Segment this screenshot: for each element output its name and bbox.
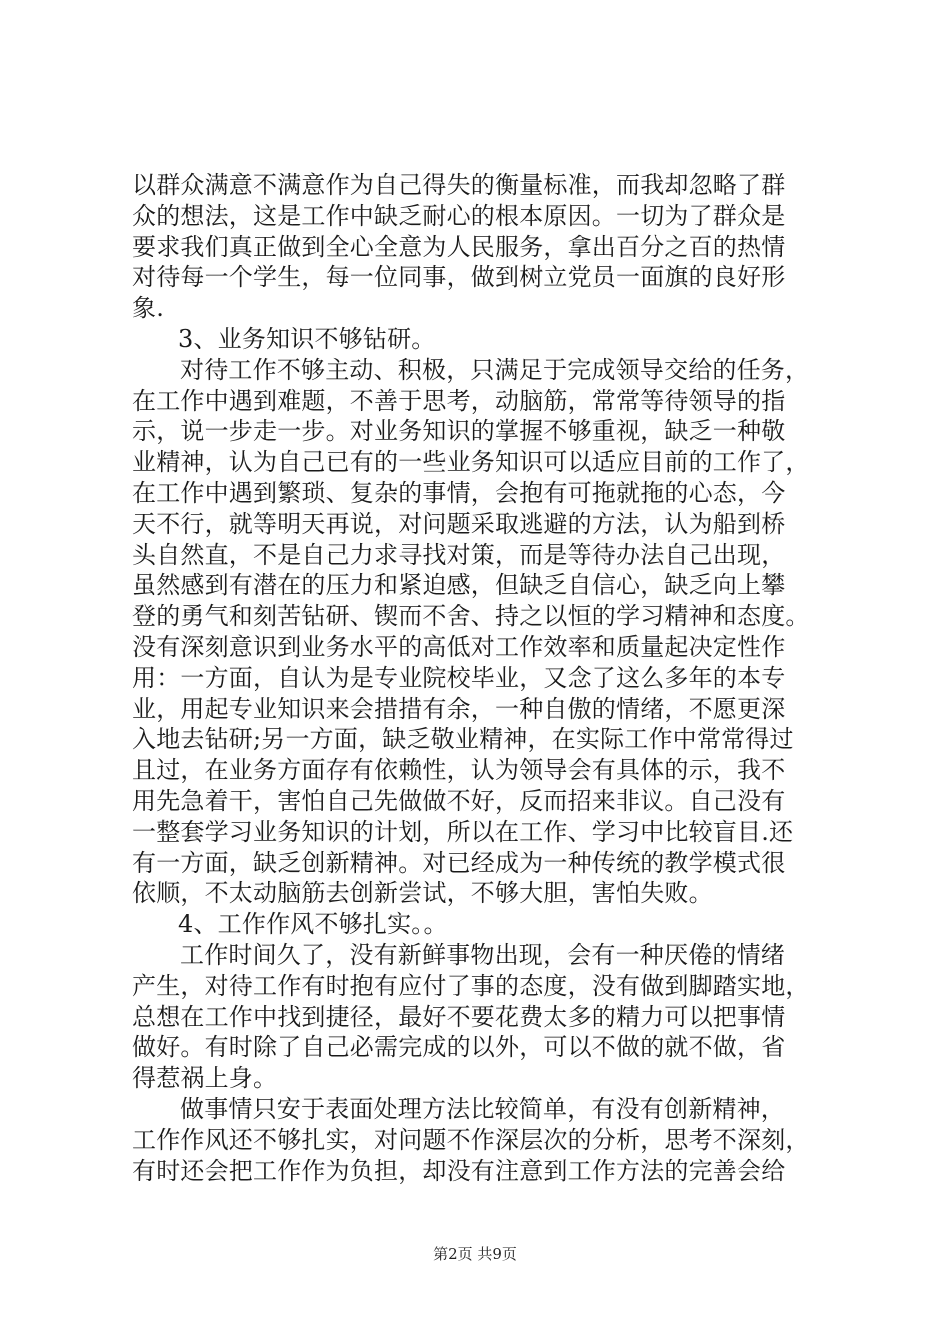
text-line: 入地去钻研;另一方面，缺乏敬业精神，在实际工作中常常得过 <box>132 725 794 754</box>
text-line: 做事情只安于表面处理方法比较简单，有没有创新精神， <box>180 1094 785 1123</box>
text-line: 依顺，不太动脑筋去创新尝试，不够大胆，害怕失败。 <box>132 879 713 908</box>
text-line: 头自然直，不是自己力求寻找对策，而是等待办法自己出现， <box>132 540 786 569</box>
text-line: 要求我们真正做到全心全意为人民服务，拿出百分之百的热情 <box>132 232 786 261</box>
text-line: 有一方面，缺乏创新精神。对已经成为一种传统的教学模式很 <box>132 848 786 877</box>
text-line: 对待每一个学生，每一位同事，做到树立党员一面旗的良好形 <box>132 263 786 292</box>
text-line: 虽然感到有潜在的压力和紧迫感，但缺乏自信心，缺乏向上攀 <box>132 571 786 600</box>
text-line: 工作时间久了，没有新鲜事物出现，会有一种厌倦的情绪 <box>180 940 785 969</box>
text-line: 登的勇气和刻苦钻研、锲而不舍、持之以恒的学习精神和态度。 <box>132 602 810 631</box>
text-line: 工作作风还不够扎实，对问题不作深层次的分析，思考不深刻， <box>132 1125 810 1154</box>
text-line: 示，说一步走一步。对业务知识的掌握不够重视，缺乏一种敬 <box>132 417 786 446</box>
text-line: 有时还会把工作作为负担，却没有注意到工作方法的完善会给 <box>132 1156 786 1185</box>
page-number-footer: 第2页 共9页 <box>433 1245 517 1263</box>
text-line: 一整套学习业务知识的计划，所以在工作、学习中比较盲目.还 <box>132 817 794 846</box>
text-line: 没有深刻意识到业务水平的高低对工作效率和质量起决定性作 <box>132 632 786 661</box>
text-line: 用：一方面，自认为是专业院校毕业，又念了这么多年的本专 <box>132 663 786 692</box>
text-line: 总想在工作中找到捷径，最好不要花费太多的精力可以把事情 <box>132 1002 786 1031</box>
text-line: 做好。有时除了自己必需完成的以外，可以不做的就不做，省 <box>132 1033 786 1062</box>
text-line: 且过，在业务方面存有依赖性，认为领导会有具体的示，我不 <box>132 756 786 785</box>
text-line: 用先急着干，害怕自己先做做不好，反而招来非议。自己没有 <box>132 786 786 815</box>
section-heading: 4、工作作风不够扎实。。 <box>178 910 448 939</box>
text-line: 在工作中遇到繁琐、复杂的事情，会抱有可拖就拖的心态，今 <box>132 478 786 507</box>
text-line: 以群众满意不满意作为自己得失的衡量标准，而我却忽略了群 <box>132 171 786 199</box>
text-line: 得惹祸上身。 <box>132 1064 278 1093</box>
text-line: 业精神，认为自己已有的一些业务知识可以适应目前的工作了， <box>132 448 810 477</box>
text-line: 众的想法，这是工作中缺乏耐心的根本原因。一切为了群众是 <box>132 201 786 230</box>
text-line: 业，用起专业知识来会措措有余，一种自傲的情绪，不愿更深 <box>132 694 786 723</box>
text-line: 天不行，就等明天再说，对问题采取逃避的方法，认为船到桥 <box>132 509 786 538</box>
document-body <box>132 170 832 1186</box>
text-line: 象. <box>132 294 165 323</box>
section-heading: 3、业务知识不够钻研。 <box>178 324 436 353</box>
text-line: 对待工作不够主动、积极，只满足于完成领导交给的任务， <box>180 355 810 384</box>
text-line: 产生，对待工作有时抱有应付了事的态度，没有做到脚踏实地， <box>132 971 810 1000</box>
text-line: 在工作中遇到难题，不善于思考，动脑筋，常常等待领导的指 <box>132 386 786 415</box>
